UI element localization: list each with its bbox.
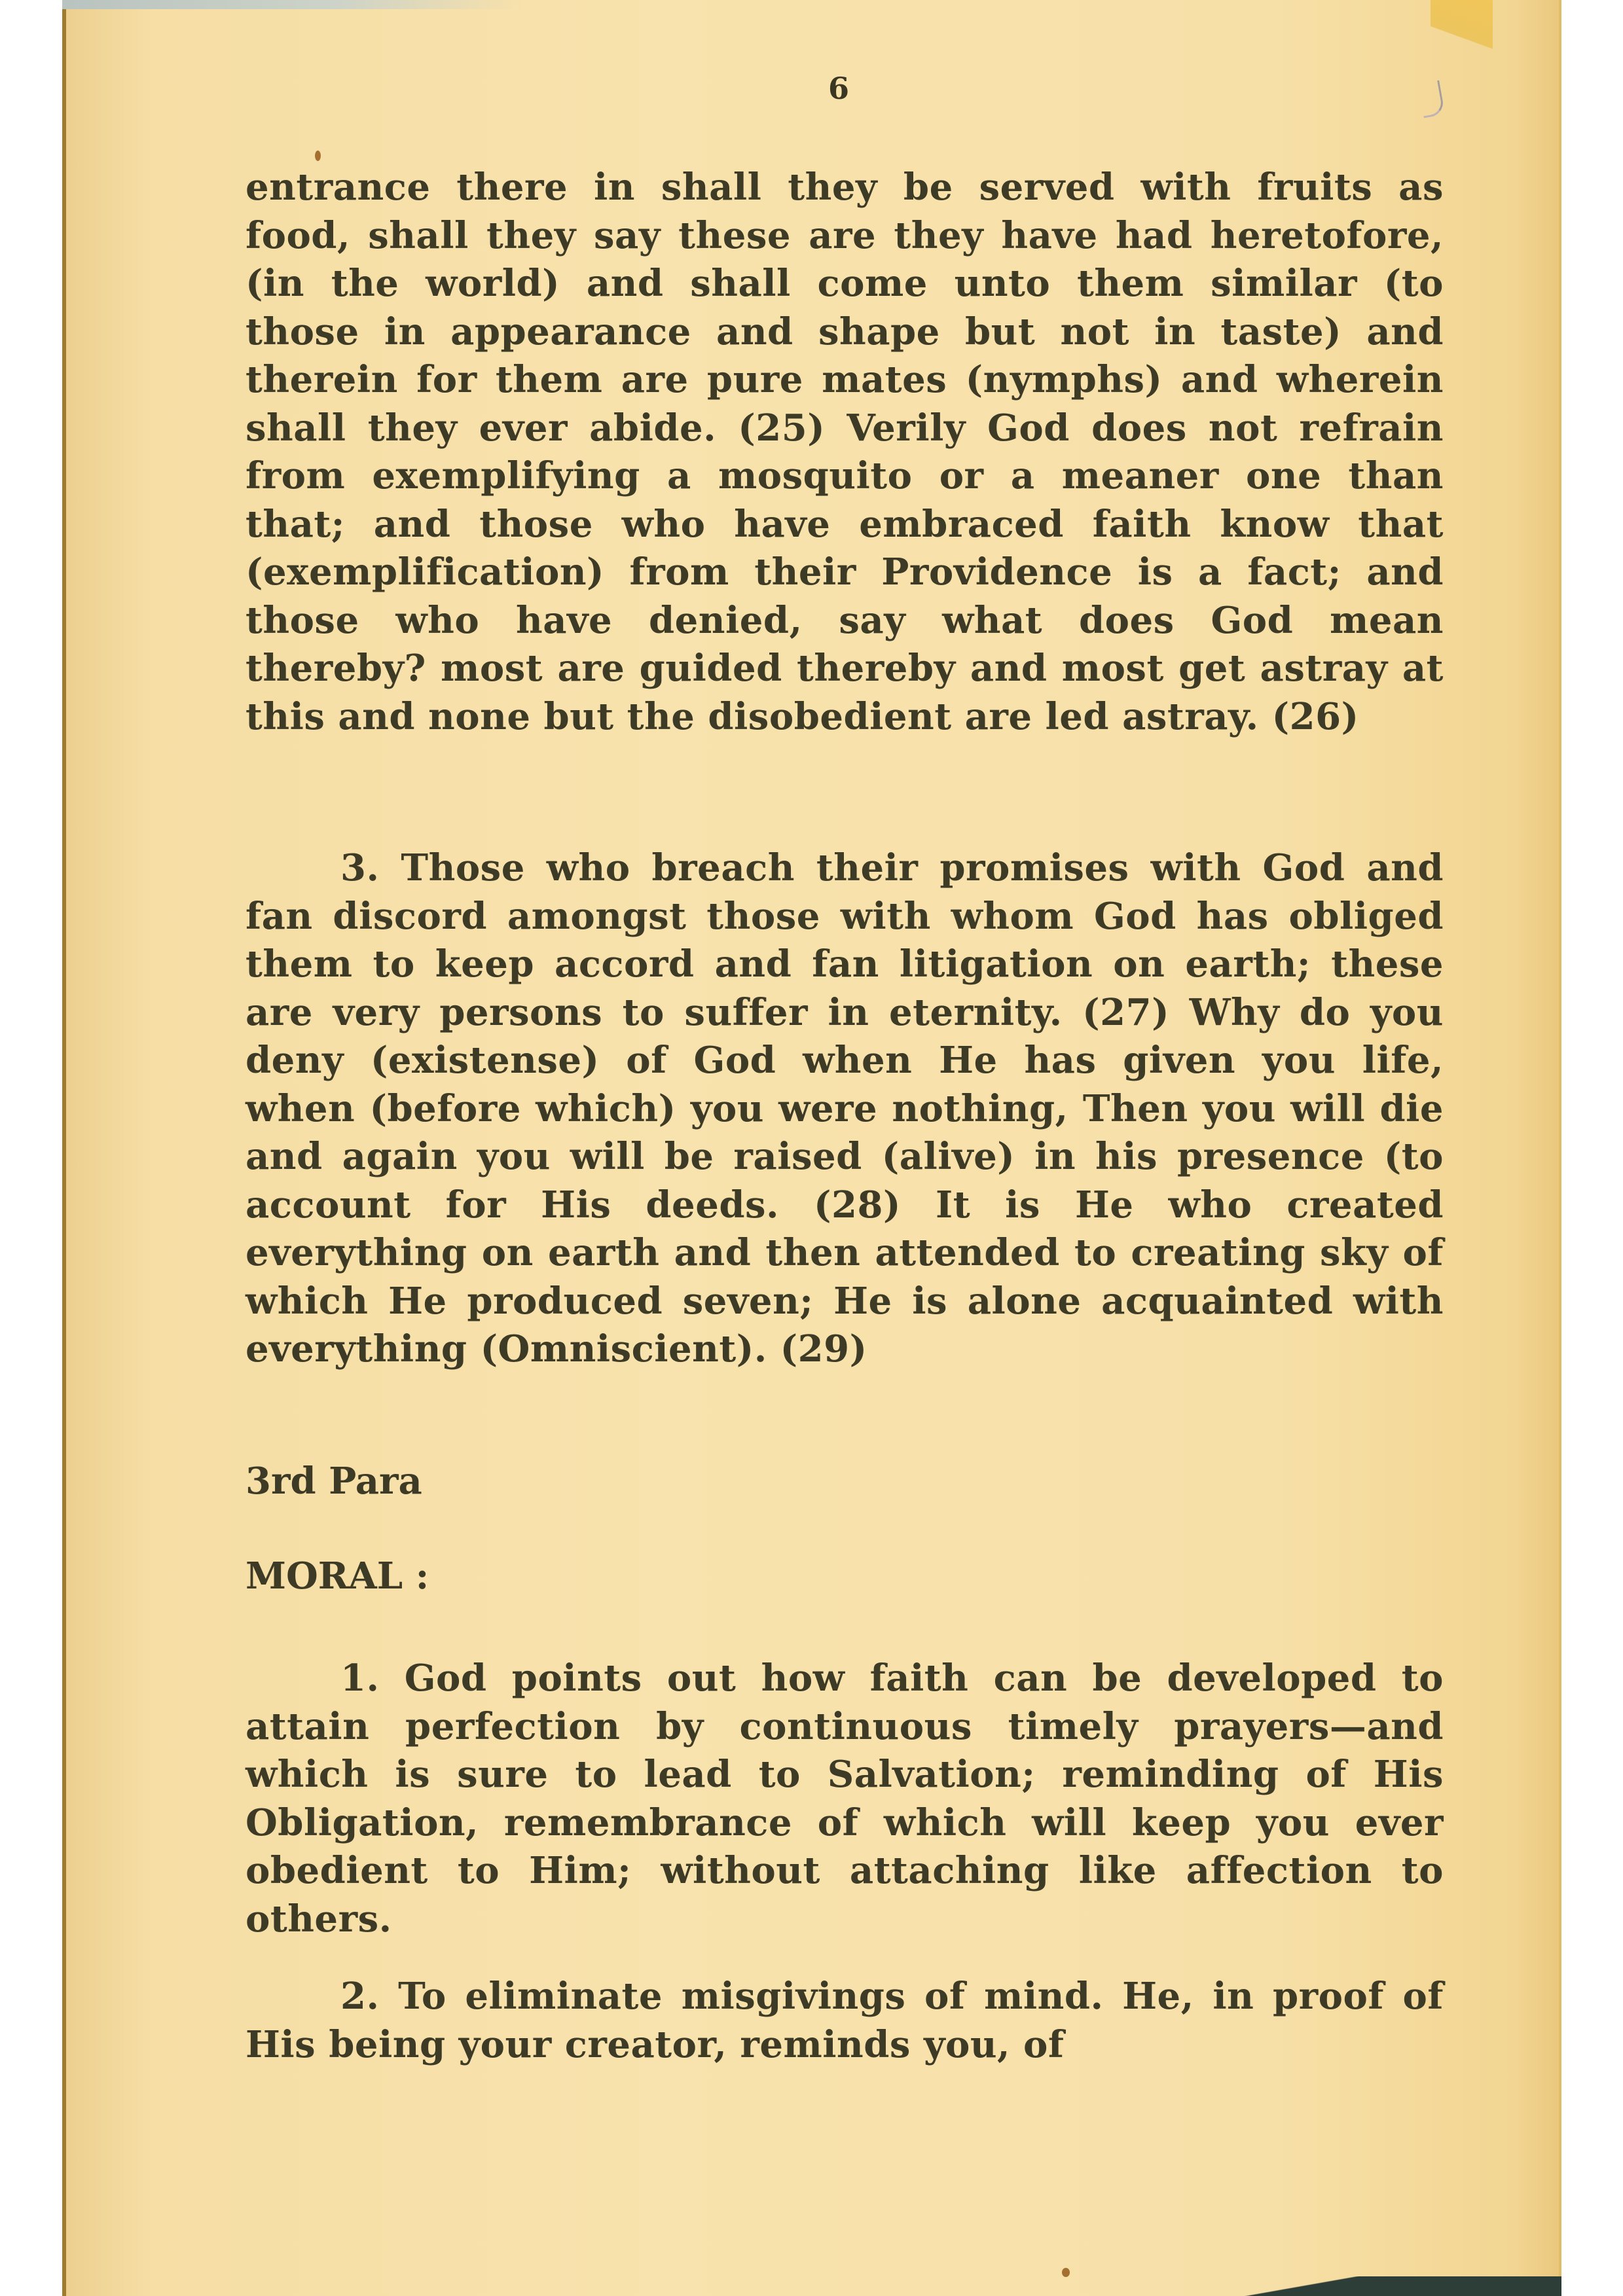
body-text-continuation [246,164,1444,741]
page-number: 6 [828,71,850,106]
moral-item-1 [246,1655,1444,1943]
moral-heading: MORAL : [246,1554,429,1598]
moral-item-2 [246,1973,1444,2069]
para-label: 3rd Para [246,1460,422,1503]
paper-speck [1062,2268,1070,2277]
moral-paragraph-1: 1. God points out how faith can be developed to attain perfection by continuous timely prayers—and which is sure to lead to Salvation; reminding of His Obligation, remembrance of which will keep you ever obedient to Him; without attaching like affection to others. [246,1657,1444,1941]
paper-speck [315,151,321,161]
paragraph-item-3: 3. Those who breach their promises with God and fan discord amongst those with whom God has obliged them to keep accord and fan litigation on earth; these are very persons to suffer in eternity. (27) Why do you deny (existense) of God when He has given you life, when (before which) you were nothing, Then you will die and again you will be raised (alive) in his presence (to account for His deeds. (28) It is He who created everything on earth and then attended to creating sky of which He produced seven; He is alone acquainted with everything (Omniscient). (29) [246,846,1444,1371]
body-text-item-3 [246,844,1444,1374]
scan-edge [62,0,520,9]
moral-paragraph-2: 2. To eliminate misgivings of mind. He, in proof of His being your creator, reminds you, of [246,1975,1444,2066]
scan-shadow [1142,2276,1561,2296]
paragraph-continuation: entrance there in shall they be served with fruits as food, shall they say these are they have had heretofore, (in the world) and shall come unto them similar (to those in appearance and shape but not in taste) and therein for them are pure mates (nymphs) and wherein shall they ever abide. (25) Verily God does not refrain from exemplifying a mosquito or a meaner one than that; and those who have embraced faith know that (exemplification) from their Providence is a fact; and those who have denied, say what does God mean thereby? most are guided thereby and most get astray at this and none but the disobedient are led astray. (26) [246,166,1444,738]
folded-corner [1431,0,1493,65]
